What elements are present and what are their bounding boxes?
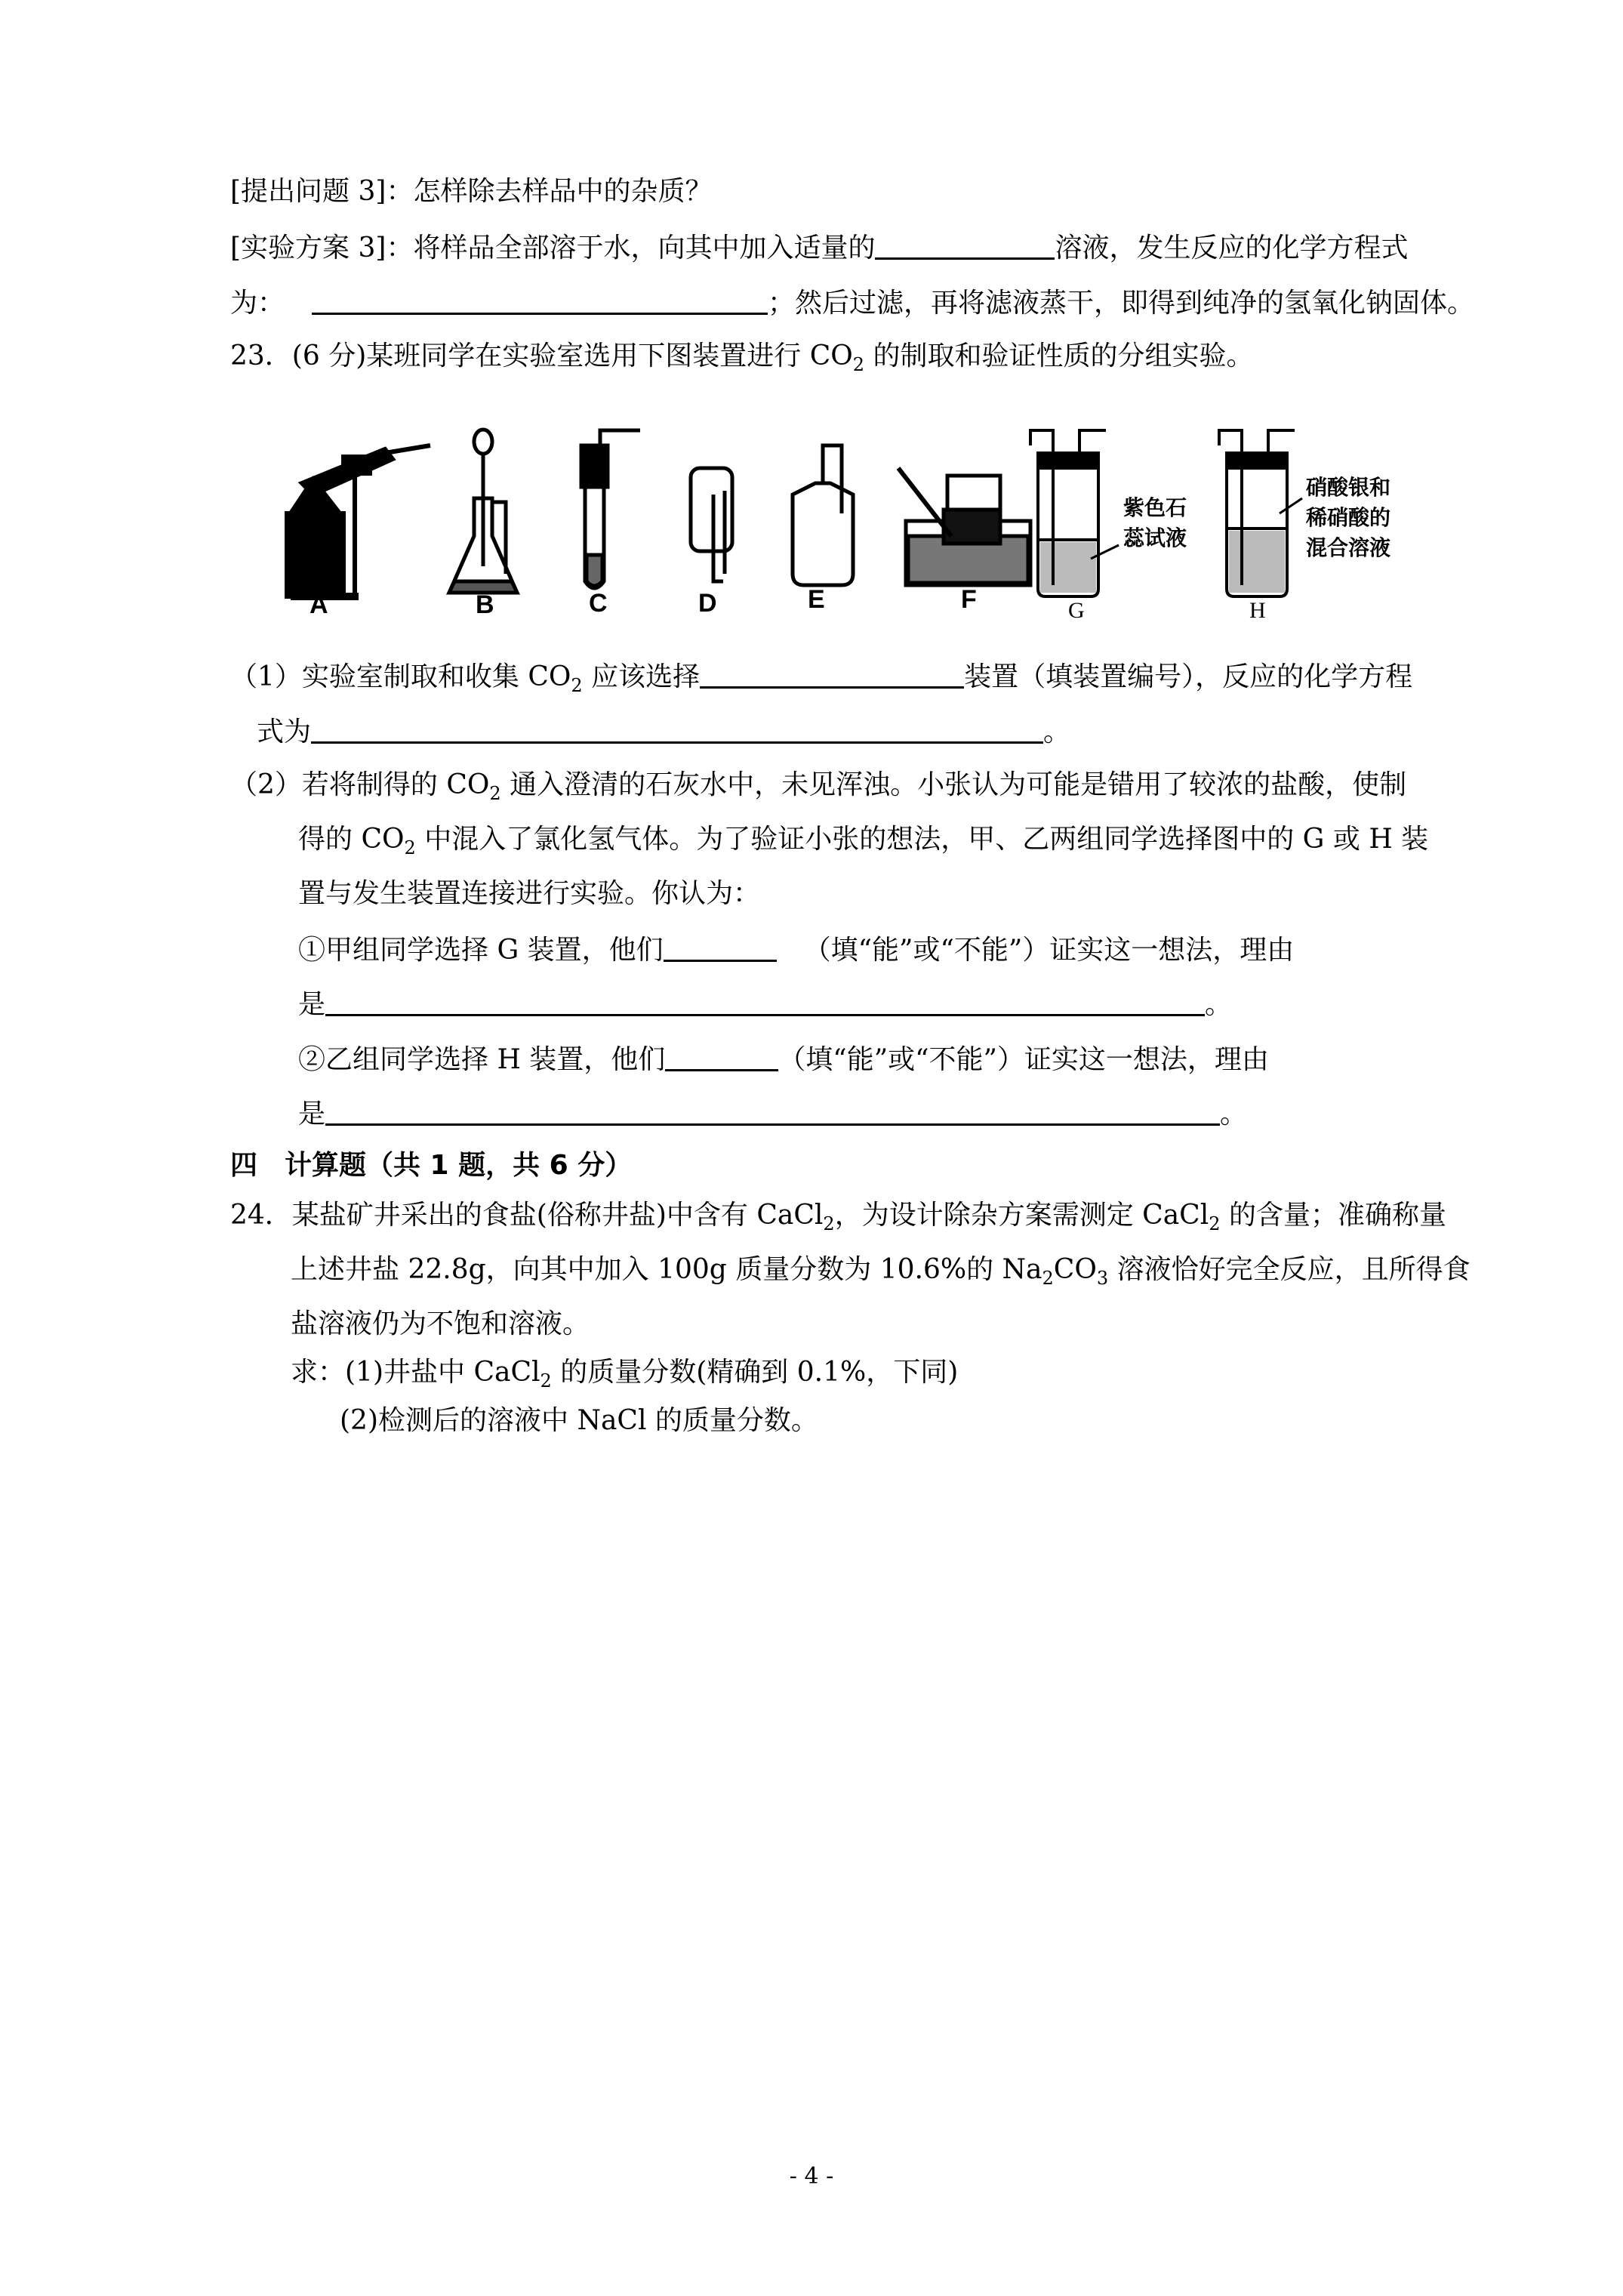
equation-blank[interactable]	[312, 285, 768, 315]
device-blank[interactable]	[700, 659, 964, 689]
reaction-equation-blank[interactable]	[311, 714, 1043, 744]
label-d: D	[698, 589, 717, 618]
reagent-blank[interactable]	[875, 230, 1055, 260]
group-yi-line1	[298, 1042, 1269, 1077]
yi-reason-blank[interactable]	[325, 1096, 1220, 1126]
label-f: F	[961, 585, 977, 614]
q24-line3	[291, 1308, 590, 1341]
q23-intro-text-b: 的制取和验证性质的分组实验。	[864, 341, 1254, 371]
q23-part1-text-e: 。	[1043, 717, 1071, 747]
section4-title	[230, 1149, 632, 1182]
jia-reason-blank[interactable]	[325, 987, 1205, 1016]
q23-part2-text-d: 中混入了氯化氢气体。为了验证小张的想法，甲、乙两组同学选择图中的 G 或 H 装	[415, 824, 1429, 855]
q24-ask-1-b: 的质量分数(精确到 0.1%，下同)	[551, 1357, 959, 1388]
plan3-text-a: [实验方案 3]：将样品全部溶于水，向其中加入适量的	[230, 233, 876, 264]
group-jia-line2	[298, 987, 1232, 1022]
group-jia-line1	[298, 932, 1294, 967]
apparatus-e	[793, 445, 853, 585]
label-c: C	[589, 589, 608, 618]
q23-part2-text-e: 置与发生装置连接进行实验。你认为：	[298, 878, 761, 909]
subscript: 2	[1042, 1268, 1054, 1289]
q23-part2-line2	[298, 823, 1428, 856]
question3-line	[230, 175, 712, 208]
group-jia-text-b: （填“能”或“不能”）证实这一想法，理由	[803, 935, 1295, 966]
q23-intro-text: 23．(6 分)某班同学在实验室选用下图装置进行 CO	[230, 341, 853, 371]
group-jia-text-c: 是	[298, 989, 326, 1020]
apparatus-h	[1219, 430, 1295, 596]
group-yi-line2	[298, 1096, 1247, 1131]
apparatus-c	[581, 430, 640, 588]
q24-ask-1-a: 求：(1)井盐中 CaCl	[291, 1357, 540, 1388]
g-caption-line1: 紫色石	[1123, 495, 1187, 520]
apparatus-a	[287, 445, 430, 596]
group-jia-text-a: ①甲组同学选择 G 装置，他们	[298, 935, 664, 966]
q23-intro	[230, 340, 1253, 373]
subscript: 2	[823, 1213, 835, 1234]
q24-line4	[291, 1356, 958, 1389]
q23-part2-text-a: （2）若将制得的 CO	[230, 769, 490, 800]
apparatus-figure	[279, 423, 1442, 627]
q23-part2-line1	[230, 769, 1406, 802]
group-yi-text-d: 。	[1220, 1099, 1248, 1130]
q23-part1-text-b: 应该选择	[582, 661, 701, 692]
q23-part1-line1	[230, 659, 1412, 694]
subscript: 2	[571, 675, 583, 696]
question3-text: [提出问题 3]：怎样除去样品中的杂质？	[230, 176, 713, 207]
subscript: 3	[1096, 1268, 1109, 1289]
plan3-text-d: ；然后过滤，再将滤液蒸干，即得到纯净的氢氧化钠固体。	[768, 288, 1475, 319]
label-b: B	[476, 590, 494, 619]
plan3-line	[230, 230, 1408, 265]
jia-answer-blank[interactable]	[664, 932, 777, 962]
section4-title-text: 四 计算题（共 1 题，共 6 分）	[230, 1150, 633, 1181]
subscript: 2	[852, 354, 865, 375]
yi-answer-blank[interactable]	[665, 1042, 778, 1071]
q24-line5	[340, 1404, 818, 1438]
plan3-text-c: 为：	[230, 288, 285, 319]
q23-part2-text-c: 得的 CO	[298, 824, 405, 855]
apparatus-d	[691, 468, 732, 581]
apparatus-f	[898, 468, 1030, 585]
q24-line1	[230, 1199, 1446, 1232]
plan3-text-b: 溶液，发生反应的化学方程式	[1055, 233, 1409, 264]
subscript: 2	[404, 837, 416, 858]
group-yi-text-a: ②乙组同学选择 H 装置，他们	[298, 1044, 666, 1075]
q24-text-g: 盐溶液仍为不饱和溶液。	[291, 1308, 590, 1339]
h-pointer	[1280, 498, 1302, 513]
subscript: 2	[540, 1370, 552, 1391]
h-caption-line1: 硝酸银和	[1306, 475, 1391, 500]
q24-text-e: CO	[1053, 1254, 1097, 1285]
q24-text-a: 24．某盐矿井采出的食盐(俗称井盐)中含有 CaCl	[230, 1200, 824, 1231]
label-a: A	[310, 590, 328, 619]
q23-part1-line2	[257, 714, 1070, 749]
h-caption-line3: 混合溶液	[1306, 535, 1391, 560]
page-number: - 4 -	[789, 2163, 834, 2190]
subscript: 2	[489, 783, 501, 804]
label-g: G	[1068, 598, 1085, 623]
q23-part2-line3	[298, 877, 760, 911]
q23-part2-text-b: 通入澄清的石灰水中，未见浑浊。小张认为可能是错用了较浓的盐酸，使制	[500, 769, 1407, 800]
q24-text-b: ，为设计除杂方案需测定 CaCl	[834, 1200, 1209, 1231]
q24-text-d: 上述井盐 22.8g，向其中加入 100g 质量分数为 10.6%的 Na	[291, 1254, 1042, 1285]
group-yi-text-b: （填“能”或“不能”）证实这一想法，理由	[778, 1044, 1269, 1075]
apparatus-b	[449, 430, 517, 593]
plan3-line-2	[230, 285, 1474, 320]
label-e: E	[808, 585, 825, 614]
group-yi-text-c: 是	[298, 1099, 326, 1130]
q24-line2	[291, 1253, 1471, 1287]
h-caption-line2: 稀硝酸的	[1306, 505, 1391, 530]
g-caption-line2: 蕊试液	[1123, 525, 1187, 550]
q23-part1-text-a: （1）实验室制取和收集 CO	[230, 661, 571, 692]
q23-part1-text-d: 式为	[257, 717, 312, 747]
q23-part1-text-c: 装置（填装置编号），反应的化学方程	[964, 661, 1413, 692]
apparatus-g	[1030, 430, 1106, 596]
q24-text-f: 溶液恰好完全反应，且所得食	[1108, 1254, 1471, 1285]
q24-text-c: 的含量；准确称量	[1220, 1200, 1446, 1231]
subscript: 2	[1209, 1213, 1221, 1234]
group-jia-text-d: 。	[1205, 989, 1233, 1020]
q24-ask-2: (2)检测后的溶液中 NaCl 的质量分数。	[340, 1405, 818, 1436]
label-h: H	[1249, 598, 1266, 623]
